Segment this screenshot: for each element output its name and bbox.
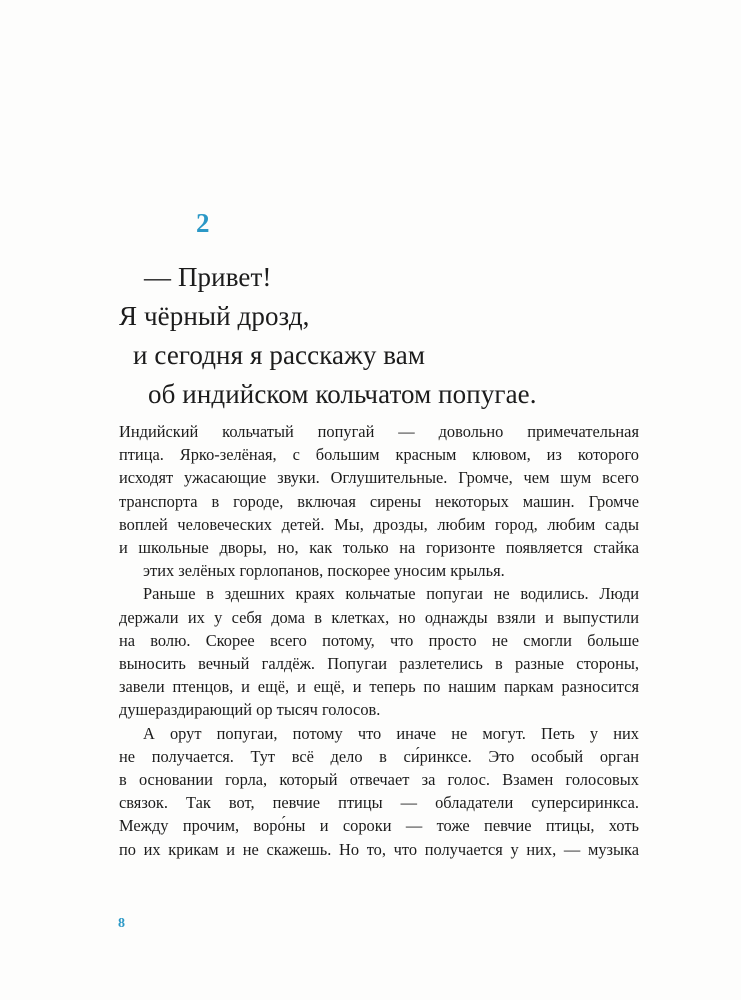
- text-line: связок. Так вот, певчие птицы — обладатели суперсиринкса.: [119, 793, 639, 813]
- text-line: А орут попугаи, потому что иначе не могут. Петь у них: [143, 723, 639, 743]
- text-line: исходят ужасающие звуки. Оглушительные. Громче, чем шум всего: [119, 468, 639, 488]
- text-line: и школьные дворы, но, как только на горизонте появляется стайка: [119, 538, 639, 558]
- text-line: в основании горла, который отвечает за голос. Взамен голосовых: [119, 770, 639, 790]
- text-line: завели птенцов, и ещё, и ещё, и теперь по нашим паркам разносится: [119, 677, 639, 697]
- chapter-number: 2: [196, 208, 210, 238]
- text-line: душераздирающий ор тысяч голосов.: [119, 700, 381, 720]
- text-line: на волю. Скорее всего потому, что просто не смогли больше: [119, 630, 639, 650]
- body-text: [119, 420, 639, 861]
- intro-line: и сегодня я расскажу вам: [133, 340, 426, 370]
- text-line: транспорта в городе, включая сирены некоторых машин. Громче: [119, 491, 639, 511]
- text-line: держали их у себя дома в клетках, но однажды взяли и выпустили: [119, 607, 639, 627]
- text-line: Между прочим, воро́ны и сороки — тоже певчие птицы, хоть: [119, 816, 639, 836]
- text-line: по их крикам и не скажешь. Но то, что получается у них, — музыка: [119, 839, 639, 859]
- intro-line: об индийском кольчатом попугае.: [148, 379, 537, 409]
- text-line: Индийский кольчатый попугай — довольно примечательная: [119, 422, 639, 441]
- paragraph: [119, 420, 639, 582]
- text-line: этих зелёных горлопанов, поскорее уносим крылья.: [143, 561, 505, 581]
- intro-line: Я чёрный дрозд,: [119, 301, 310, 331]
- text-line: воплей человеческих детей. Мы, дрозды, любим город, любим сады: [119, 514, 639, 534]
- text-line: выносить вечный галдёж. Попугаи разлетелись в разные стороны,: [119, 654, 639, 674]
- page-number: 8: [118, 916, 125, 931]
- text-line: не получается. Тут всё дело в си́ринксе. Это особый орган: [119, 746, 639, 766]
- text-line: птица. Ярко-зелёная, с большим красным клювом, из которого: [119, 445, 639, 465]
- intro-line: — Привет!: [144, 262, 272, 292]
- text-line: Раньше в здешних краях кольчатые попугаи не водились. Люди: [143, 584, 639, 604]
- paragraph: [119, 582, 639, 721]
- paragraph: [119, 722, 639, 861]
- chapter-intro: [0, 258, 741, 414]
